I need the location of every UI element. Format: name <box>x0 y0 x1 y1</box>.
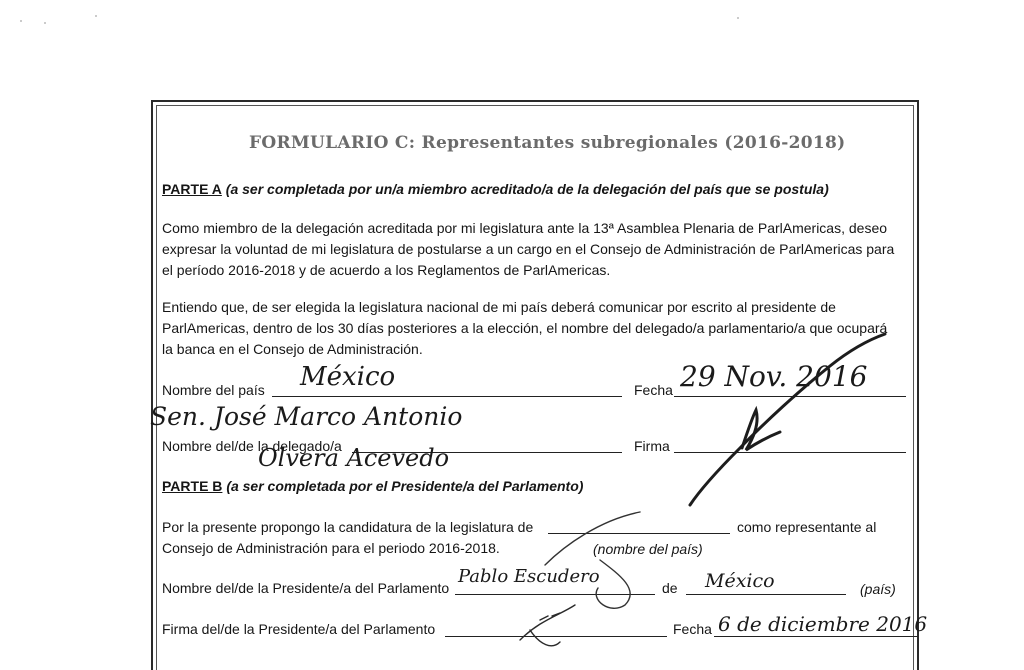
president-date-label: Fecha <box>673 621 712 637</box>
de-label: de <box>662 580 678 596</box>
date-label: Fecha <box>634 382 673 398</box>
delegate-label: Nombre del/de la delegado/a <box>162 438 342 454</box>
parte-b-para-line2: Consejo de Administración para el periodo 2016-2018. <box>162 540 500 556</box>
parte-a-subtitle: (a ser completada por un/a miembro acreditado/a de la delegación del país que se postula) <box>225 181 829 197</box>
president-label: Nombre del/de la Presidente/a del Parlamento <box>162 580 450 596</box>
parte-a-para1-line3: el período 2016-2018 y de acuerdo a los Reglamentos de ParlAmericas. <box>162 262 611 278</box>
president-signature-stroke <box>520 605 575 646</box>
delegate-signature-stroke <box>690 334 885 505</box>
president-country-handwritten: México <box>705 570 775 592</box>
parte-b-heading: PARTE B <box>162 478 223 494</box>
parte-a-heading: PARTE A <box>162 181 222 197</box>
parte-a-para2-line3: la banca en el Consejo de Administración. <box>162 341 423 357</box>
delegate-handwritten-line1: Sen. José Marco Antonio <box>150 402 463 431</box>
parte-a-para2-line2: ParlAmericas, dentro de los 30 días posteriores a la elección, el nombre del delegado/a parlamentario/a que ocupará <box>162 320 888 336</box>
country-hint: (nombre del país) <box>593 541 703 557</box>
president-date-handwritten: 6 de diciembre 2016 <box>718 612 928 636</box>
country-handwritten: México <box>300 362 396 392</box>
president-signature-flourish <box>545 512 640 608</box>
date-handwritten: 29 Nov. 2016 <box>680 360 868 393</box>
president-signature-label: Firma del/de la Presidente/a del Parlamento <box>162 621 436 637</box>
parte-b-para-line1-post: como representante al <box>737 519 877 535</box>
form-title: FORMULARIO C: Representantes subregionales (2016-2018) <box>249 133 846 153</box>
signature-label: Firma <box>634 438 670 454</box>
parte-b-subtitle: (a ser completada por el Presidente/a del Parlamento) <box>226 478 584 494</box>
parte-b-para-line1-pre: Por la presente propongo la candidatura de la legislatura de <box>162 519 534 535</box>
country-label: Nombre del país <box>162 382 265 398</box>
delegate-handwritten-line2: Olvera Acevedo <box>258 444 450 472</box>
president-handwritten: Pablo Escudero <box>458 566 600 587</box>
parte-a-para2-line1: Entiendo que, de ser elegida la legislatura nacional de mi país deberá comunicar por escrito al presidente de <box>162 299 836 315</box>
parte-a-para1-line1: Como miembro de la delegación acreditada por mi legislatura ante la 13ª Asamblea Plenaria de ParlAmericas, deseo <box>162 220 888 236</box>
parte-a-para1-line2: expresar la voluntad de mi legislatura de postularse a un cargo en el Consejo de Administración de ParlAmericas para <box>162 241 895 257</box>
pais-hint: (país) <box>860 581 896 597</box>
